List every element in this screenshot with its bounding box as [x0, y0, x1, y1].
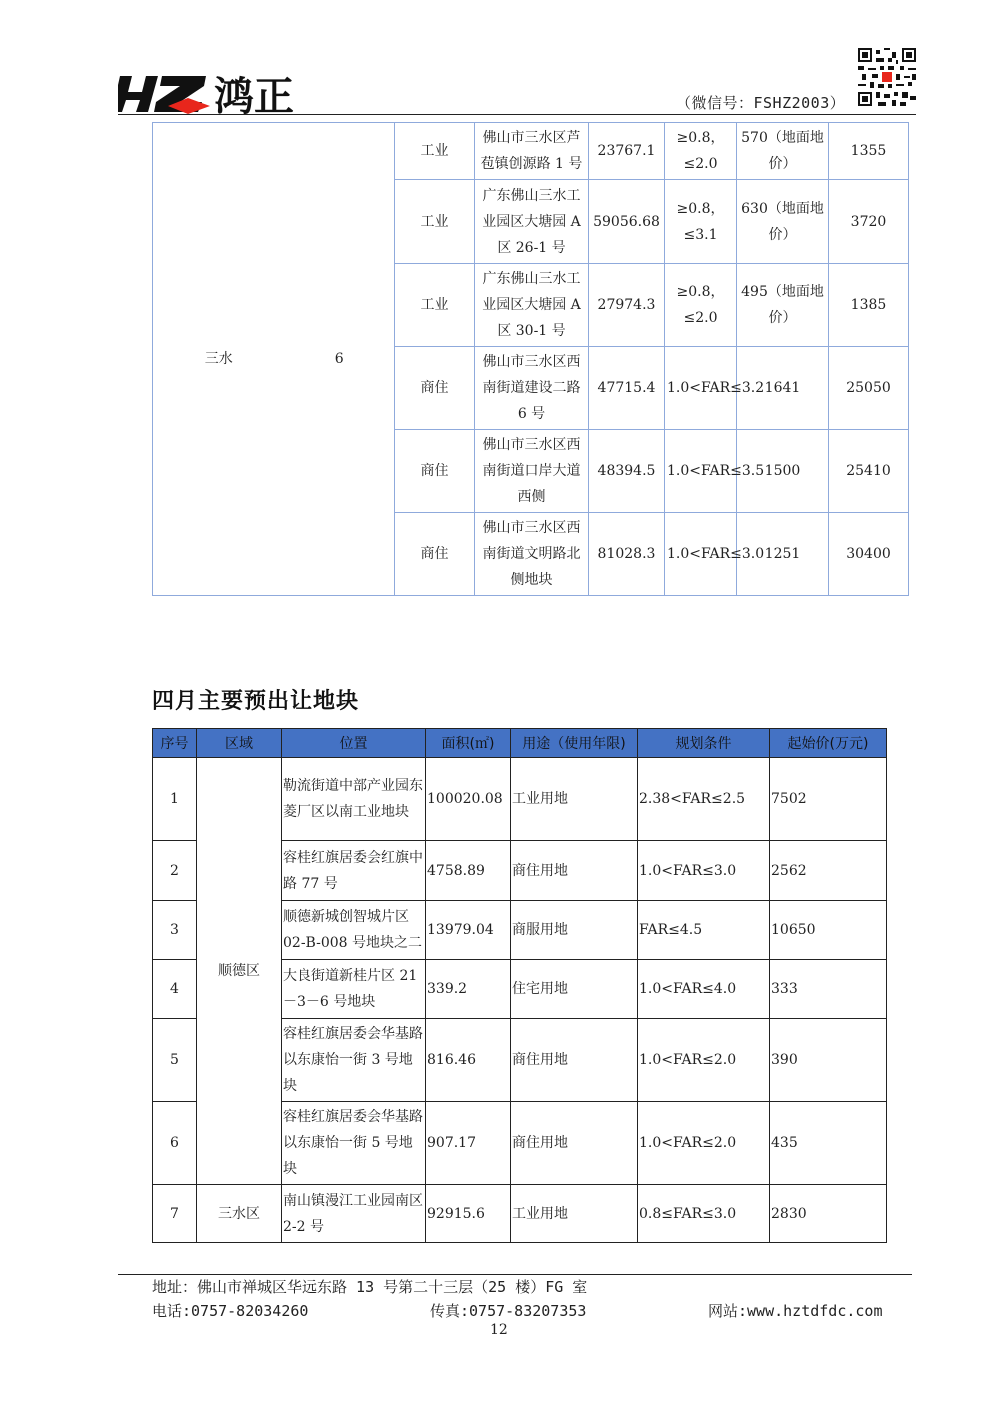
price-cell: 10650: [770, 901, 887, 960]
plan-cell: 1.0<FAR≤3.0: [665, 513, 737, 596]
area-cell: 4758.89: [426, 841, 511, 901]
use-cell: 工业用地: [511, 758, 638, 841]
table-row: [153, 758, 887, 841]
svg-text:鸿正: 鸿正: [214, 74, 294, 116]
location-cell: 佛山市三水区西南街道口岸大道西侧: [475, 430, 589, 513]
table-row: [153, 123, 909, 180]
footer-divider: [118, 1274, 912, 1275]
total-cell: 3720: [829, 180, 909, 264]
location-cell: 容桂红旗居委会华基路以东康怡一街 5 号地块: [282, 1102, 426, 1185]
col-header: 面积(㎡): [426, 729, 511, 758]
col-header: 起始价(万元): [770, 729, 887, 758]
district-cell: 三水: [153, 123, 285, 596]
use-cell: 工业用地: [511, 1185, 638, 1243]
plan-cell: 0.8≤FAR≤3.0: [638, 1185, 770, 1243]
use-cell: 商住用地: [511, 1019, 638, 1102]
location-cell: 顺德新城创智城片区 02-B-008 号地块之二: [282, 901, 426, 960]
total-cell: 25050: [829, 347, 909, 430]
april-land-table: [152, 728, 887, 1243]
page-number: 12: [490, 1322, 508, 1338]
use-cell: 商住: [395, 513, 475, 596]
price-cell: 570（地面地价）: [737, 123, 829, 180]
location-cell: 广东佛山三水工业园区大塘园 A 区 30-1 号: [475, 264, 589, 347]
use-cell: 工业: [395, 180, 475, 264]
area-cell: 339.2: [426, 960, 511, 1019]
price-cell: 7502: [770, 758, 887, 841]
area-cell: 13979.04: [426, 901, 511, 960]
use-cell: 住宅用地: [511, 960, 638, 1019]
no-cell: 7: [153, 1185, 197, 1243]
plan-cell: FAR≤4.5: [638, 901, 770, 960]
qr-code: [858, 48, 916, 106]
total-cell: 30400: [829, 513, 909, 596]
col-header: 序号: [153, 729, 197, 758]
area-cell: 907.17: [426, 1102, 511, 1185]
plan-cell: 1.0<FAR≤3.5: [665, 430, 737, 513]
area-cell: 92915.6: [426, 1185, 511, 1243]
price-cell: 2562: [770, 841, 887, 901]
total-cell: 25410: [829, 430, 909, 513]
plan-cell: ≥0.8，≤3.1: [665, 180, 737, 264]
price-cell: 630（地面地价）: [737, 180, 829, 264]
footer-fax: 传真:0757-83207353: [430, 1302, 587, 1320]
price-cell: 1641: [737, 347, 829, 430]
col-header: 规划条件: [638, 729, 770, 758]
price-cell: 1251: [737, 513, 829, 596]
header-divider: [118, 114, 916, 115]
no-cell: 5: [153, 1019, 197, 1102]
area-cell: 100020.08: [426, 758, 511, 841]
location-cell: 南山镇漫江工业园南区 2-2 号: [282, 1185, 426, 1243]
brand-logo: [118, 68, 298, 116]
price-cell: 2830: [770, 1185, 887, 1243]
location-cell: 大良街道新桂片区 21－3－6 号地块: [282, 960, 426, 1019]
table-header-row: [153, 729, 887, 758]
location-cell: 佛山市三水区西南街道建设二路 6 号: [475, 347, 589, 430]
price-cell: 435: [770, 1102, 887, 1185]
no-cell: 2: [153, 841, 197, 901]
area-cell: 59056.68: [589, 180, 665, 264]
footer-address: 地址：佛山市禅城区华远东路 13 号第二十三层（25 楼）FG 室: [152, 1278, 588, 1296]
use-cell: 工业: [395, 123, 475, 180]
area-cell: 816.46: [426, 1019, 511, 1102]
area-cell: 47715.4: [589, 347, 665, 430]
location-cell: 容桂红旗居委会红旗中路 77 号: [282, 841, 426, 901]
plan-cell: 1.0<FAR≤2.0: [638, 1102, 770, 1185]
total-cell: 1355: [829, 123, 909, 180]
plan-cell: 1.0<FAR≤4.0: [638, 960, 770, 1019]
location-cell: 容桂红旗居委会华基路以东康怡一街 3 号地块: [282, 1019, 426, 1102]
district-cell: 顺德区: [197, 758, 282, 1185]
area-cell: 48394.5: [589, 430, 665, 513]
wechat-id: （微信号：FSHZ2003）: [676, 94, 846, 112]
no-cell: 4: [153, 960, 197, 1019]
location-cell: 佛山市三水区芦苞镇创源路 1 号: [475, 123, 589, 180]
location-cell: 勒流街道中部产业园东菱厂区以南工业地块: [282, 758, 426, 841]
use-cell: 商住: [395, 430, 475, 513]
use-cell: 商住用地: [511, 841, 638, 901]
footer-tel: 电话:0757-82034260: [152, 1302, 309, 1320]
col-header: 用途（使用年限): [511, 729, 638, 758]
land-transfer-table-sanshui: [152, 122, 909, 596]
price-cell: 390: [770, 1019, 887, 1102]
use-cell: 商住: [395, 347, 475, 430]
area-cell: 23767.1: [589, 123, 665, 180]
price-cell: 495（地面地价）: [737, 264, 829, 347]
plan-cell: 1.0<FAR≤2.0: [638, 1019, 770, 1102]
table-row: [153, 1185, 887, 1243]
plan-cell: ≥0.8，≤2.0: [665, 264, 737, 347]
col-header: 位置: [282, 729, 426, 758]
use-cell: 商住用地: [511, 1102, 638, 1185]
no-cell: 1: [153, 758, 197, 841]
total-cell: 1385: [829, 264, 909, 347]
plan-cell: 1.0<FAR≤3.0: [638, 841, 770, 901]
location-cell: 佛山市三水区西南街道文明路北侧地块: [475, 513, 589, 596]
use-cell: 工业: [395, 264, 475, 347]
location-cell: 广东佛山三水工业园区大塘园 A 区 26-1 号: [475, 180, 589, 264]
use-cell: 商服用地: [511, 901, 638, 960]
price-cell: 333: [770, 960, 887, 1019]
area-cell: 27974.3: [589, 264, 665, 347]
no-cell: 3: [153, 901, 197, 960]
col-header: 区域: [197, 729, 282, 758]
no-cell: 6: [153, 1102, 197, 1185]
plan-cell: ≥0.8，≤2.0: [665, 123, 737, 180]
section-title: 四月主要预出让地块: [152, 689, 360, 714]
area-cell: 81028.3: [589, 513, 665, 596]
footer-website[interactable]: 网站:www.hztdfdc.com: [708, 1302, 883, 1320]
price-cell: 1500: [737, 430, 829, 513]
count-cell: 6: [285, 123, 395, 596]
plan-cell: 2.38<FAR≤2.5: [638, 758, 770, 841]
district-cell: 三水区: [197, 1185, 282, 1243]
plan-cell: 1.0<FAR≤3.2: [665, 347, 737, 430]
